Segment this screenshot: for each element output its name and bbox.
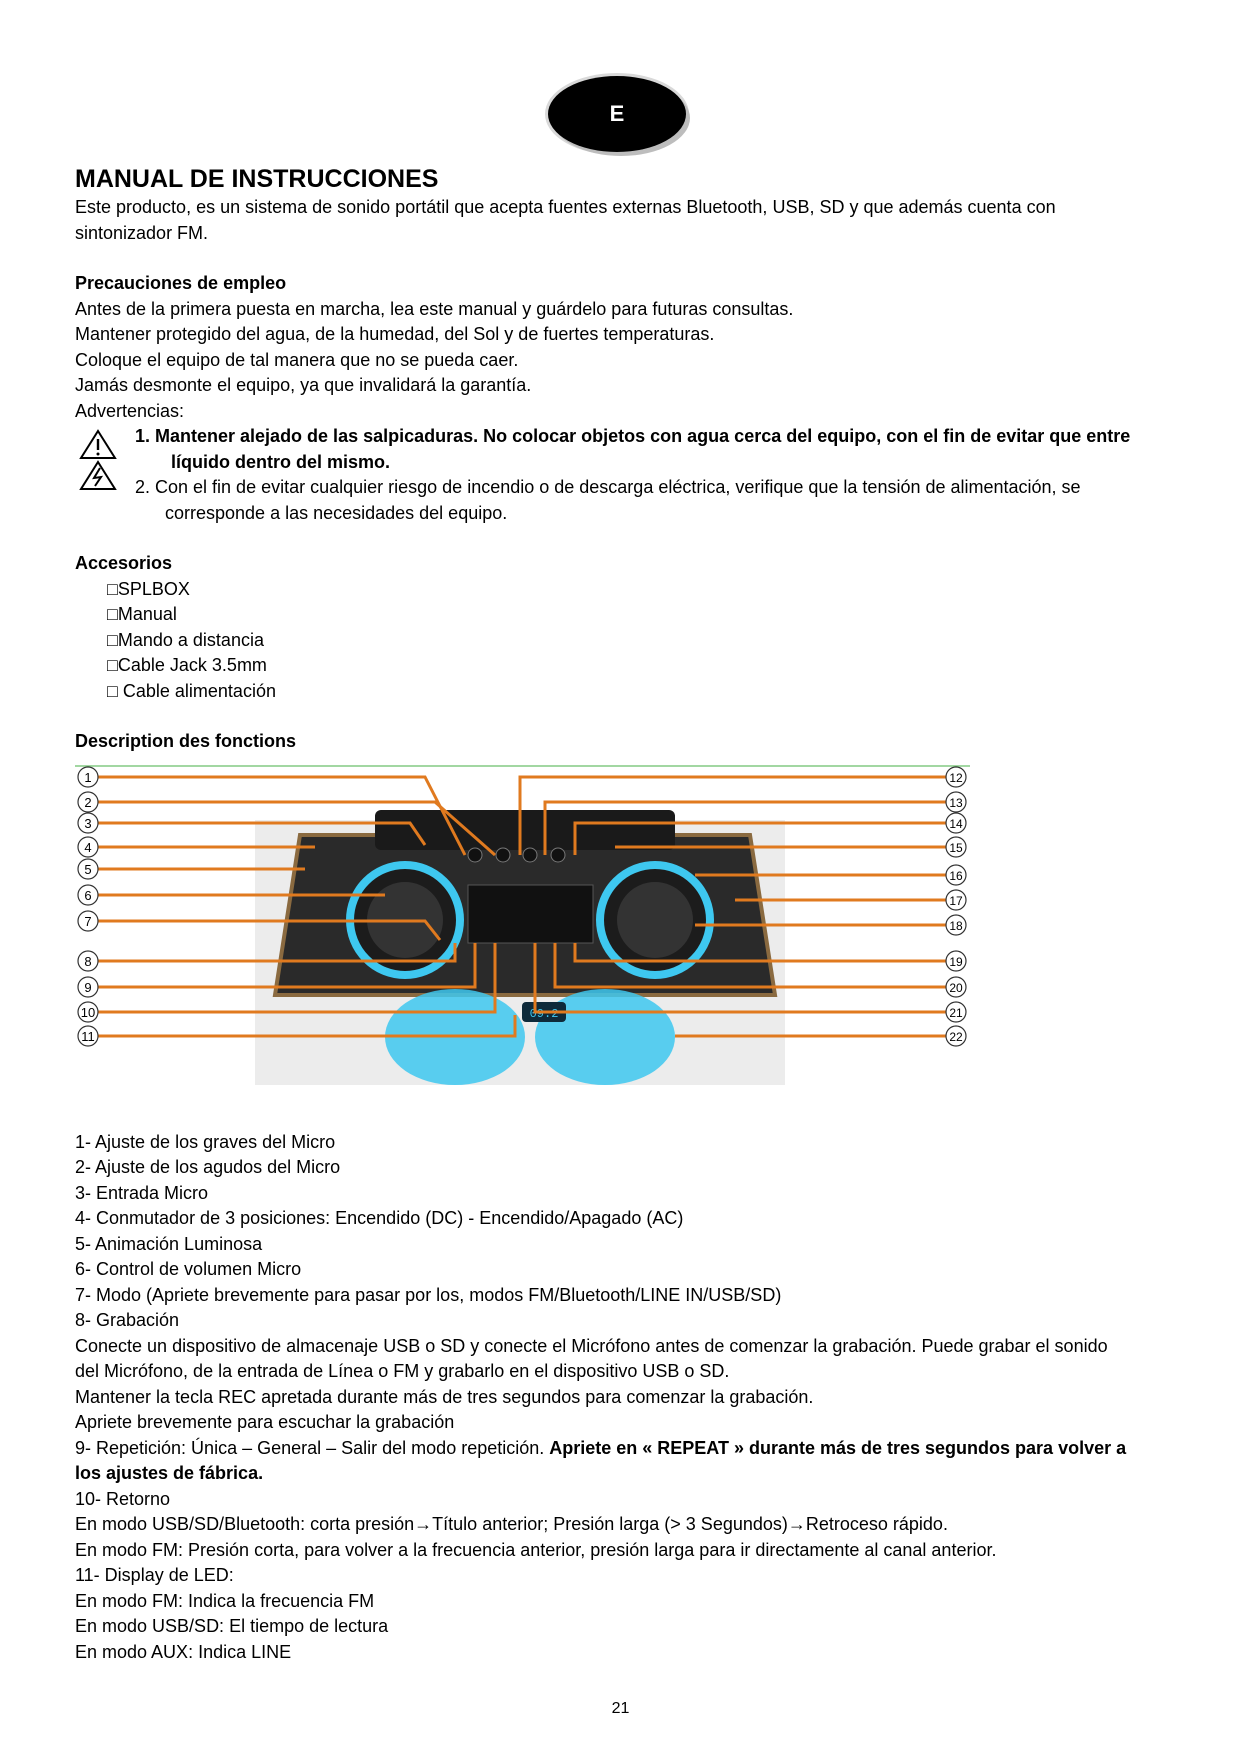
callout-number: 18 [949, 918, 963, 933]
accessory-item: □Mando a distancia [107, 629, 264, 650]
page-title: MANUAL DE INSTRUCCIONES [75, 165, 439, 193]
accessory-item: □Manual [107, 604, 177, 624]
warnings-label: Advertencias: [75, 400, 185, 421]
callout-number: 21 [949, 1005, 963, 1020]
callout-number: 6 [84, 887, 92, 903]
precaution-line: Jamás desmonte el equipo, ya que invalidará la garantía. [75, 375, 532, 395]
function-detail: Apriete brevemente para escuchar la grabación [75, 1412, 455, 1432]
function-item: 7- Modo (Apriete brevemente para pasar por los, modos FM/Bluetooth/LINE IN/USB/SD) [75, 1284, 782, 1305]
function-detail: En modo FM: Presión corta, para volver a la frecuencia anterior, presión larga para ir directamente al canal anterior. [75, 1539, 997, 1560]
callout-number: 13 [949, 795, 963, 810]
accessories-heading: Accesorios [75, 553, 173, 573]
function-item: 11- Display de LED: [75, 1565, 234, 1585]
function-item: 8- Grabación [75, 1310, 180, 1330]
callout-number: 1 [84, 769, 92, 785]
function-item: 4- Conmutador de 3 posiciones: Encendido (DC) - Encendido/Apagado (AC) [75, 1208, 684, 1228]
callout-number: 19 [949, 954, 963, 969]
callout-number: 14 [949, 816, 963, 831]
document-body [75, 163, 1170, 1665]
language-badge: E [548, 76, 686, 152]
function-item: 2- Ajuste de los agudos del Micro [75, 1157, 341, 1177]
callout-number: 16 [949, 868, 963, 883]
accessory-item: □ Cable alimentación [107, 680, 276, 701]
warnings-block [75, 424, 1170, 526]
speaker-illustration [75, 765, 970, 1090]
function-item: 5- Animación Luminosa [75, 1233, 263, 1254]
callout-number: 2 [84, 794, 92, 810]
warning-item: 2. Con el fin de evitar cualquier riesgo de incendio o de descarga eléctrica, verifique que la tensión de alimentación, se corresponde a las necesidades del equipo. [135, 477, 1081, 523]
warning-icons [79, 428, 117, 497]
function-item: 1- Ajuste de los graves del Micro [75, 1131, 336, 1152]
function-detail: En modo AUX: Indica LINE [75, 1641, 292, 1662]
function-detail: Conecte un dispositivo de almacenaje USB o SD y conecte el Micrófono antes de comenzar la grabación. Puede grabar el sonido [75, 1335, 1108, 1356]
intro-line-2: sintonizador FM. [75, 222, 209, 243]
callout-number: 15 [949, 840, 963, 855]
led-display-text: 09:2 [529, 1006, 559, 1021]
accessory-item: □Cable Jack 3.5mm [107, 655, 267, 675]
warning-item: 1. Mantener alejado de las salpicaduras. No colocar objetos con agua cerca del equipo, con el fin de evitar que entre líquido dentro del mismo. [135, 426, 1131, 472]
function-item: 9- Repetición: Única – General – Salir del modo repetición. Apriete en « REPEAT » durante más de tres segundos para volver a [75, 1437, 1127, 1458]
precaution-line: Mantener protegido del agua, de la humedad, del Sol y de fuertes temperaturas. [75, 324, 715, 344]
precautions-heading: Precauciones de empleo [75, 273, 287, 293]
function-item: 6- Control de volumen Micro [75, 1259, 302, 1279]
callout-number: 7 [84, 913, 92, 929]
function-item: 3- Entrada Micro [75, 1182, 209, 1203]
callout-number: 3 [84, 815, 92, 831]
intro-line-1: Este producto, es un sistema de sonido portátil que acepta fuentes externas Bluetooth, USB, SD y que además cuenta con [75, 197, 1056, 217]
callout-number: 20 [949, 980, 963, 995]
accessory-item: □SPLBOX [107, 578, 190, 599]
speaker-diagram [75, 765, 970, 1090]
callout-number: 11 [81, 1028, 95, 1044]
functions-heading: Description des fonctions [75, 731, 297, 751]
function-detail: del Micrófono, de la entrada de Línea o FM y grabarlo en el dispositivo USB o SD. [75, 1361, 730, 1381]
function-item: 10- Retorno [75, 1488, 171, 1509]
precaution-line: Coloque el equipo de tal manera que no se pueda caer. [75, 349, 519, 370]
callout-number: 22 [949, 1029, 963, 1044]
function-detail: Mantener la tecla REC apretada durante más de tres segundos para comenzar la grabación. [75, 1386, 814, 1407]
function-detail: En modo USB/SD: El tiempo de lectura [75, 1616, 389, 1636]
function-detail: los ajustes de fábrica. [75, 1463, 264, 1483]
callout-number: 12 [949, 770, 963, 785]
callout-number: 10 [80, 1004, 96, 1020]
function-detail: En modo USB/SD/Bluetooth: corta presión→Título anterior; Presión larga (> 3 Segundos)→Retroceso rápido. [75, 1514, 948, 1534]
callout-number: 5 [84, 861, 92, 877]
callout-number: 17 [949, 893, 963, 908]
warning-triangle-icon [79, 428, 117, 492]
function-detail: En modo FM: Indica la frecuencia FM [75, 1590, 375, 1611]
callout-number: 8 [84, 953, 92, 969]
callout-number: 9 [84, 979, 92, 995]
page-number: 21 [611, 1700, 630, 1717]
accessories-list [75, 577, 1170, 705]
precaution-line: Antes de la primera puesta en marcha, lea este manual y guárdelo para futuras consultas. [75, 298, 794, 319]
callout-number: 4 [84, 839, 92, 855]
